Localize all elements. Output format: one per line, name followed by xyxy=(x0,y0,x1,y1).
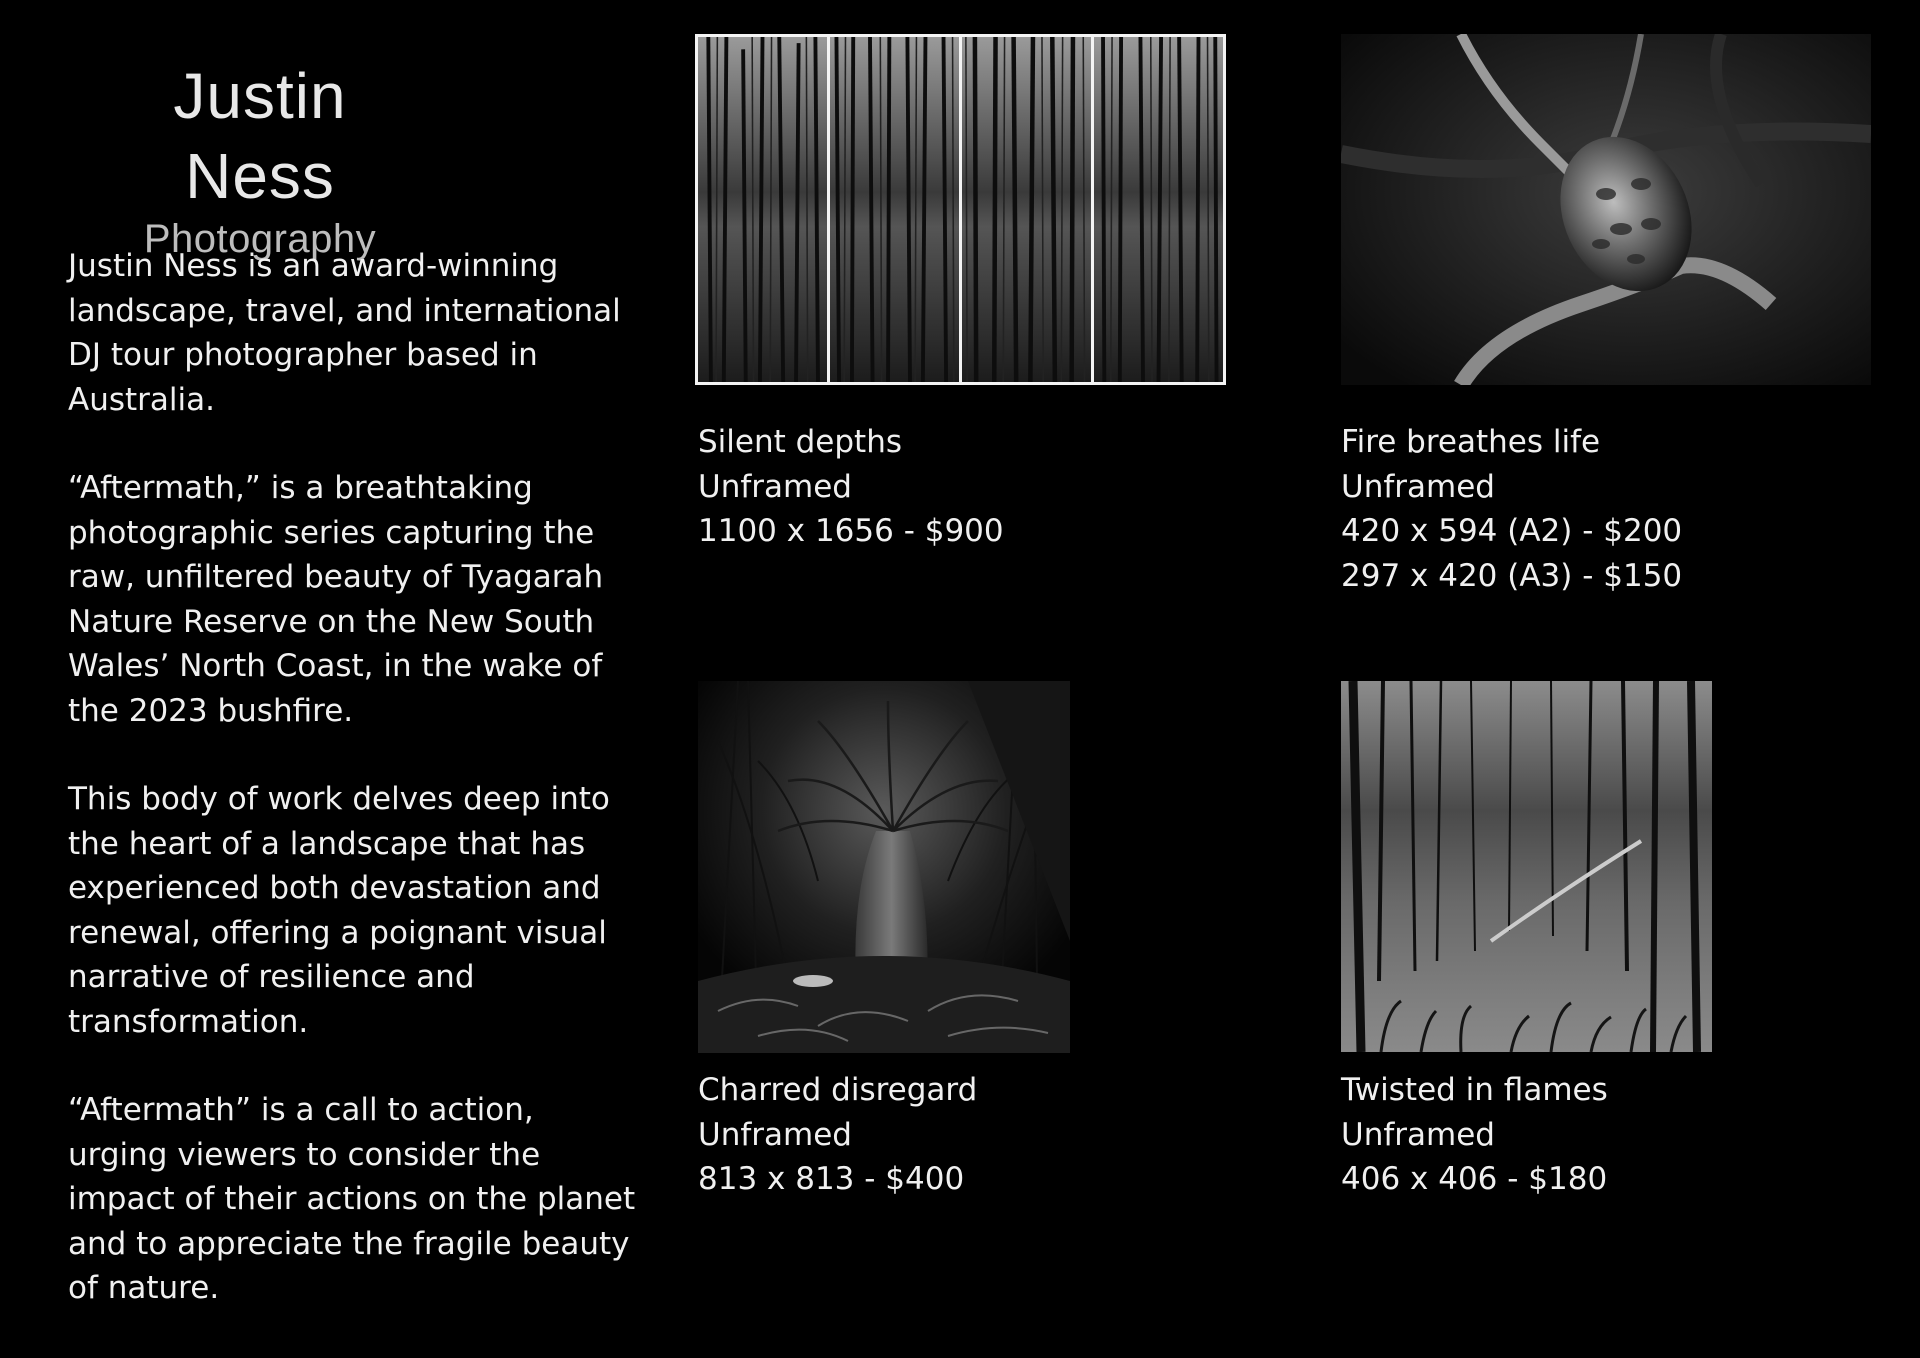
brand-subtitle: Photography xyxy=(143,217,377,261)
fire-breathes-life-photo xyxy=(1341,34,1871,385)
artwork-title: Charred disregard xyxy=(698,1072,978,1108)
triptych-panel xyxy=(698,37,830,382)
twisted-in-flames-caption xyxy=(1341,1068,1608,1202)
artwork-title: Twisted in flames xyxy=(1341,1072,1608,1108)
silent-depths-photo xyxy=(695,34,1226,385)
triptych-panel xyxy=(830,37,962,382)
artist-statement xyxy=(68,244,648,1355)
artwork-price: 1100 x 1656 - $900 xyxy=(698,513,1004,549)
bio-paragraph: This body of work delves deep into the heart of a landscape that has experienced both devastation and renewal, offering a poignant visual narrative of resilience and transformation. xyxy=(68,781,610,1040)
charred-disregard-photo xyxy=(698,681,1070,1053)
artwork-framing: Unframed xyxy=(698,468,852,505)
artwork-title: Fire breathes life xyxy=(1341,424,1601,460)
artwork-framing: Unframed xyxy=(1341,468,1495,505)
bio-paragraph: “Aftermath,” is a breathtaking photographic series capturing the raw, unfiltered beauty of Tyagarah Nature Reserve on the New South Wales’ North Coast, in the wake of the 2023 bushfire. xyxy=(68,470,604,729)
bio-paragraph: Justin Ness is an award-winning landscape, travel, and international DJ tour photographer based in Australia. xyxy=(68,248,621,418)
artwork-price: 813 x 813 - $400 xyxy=(698,1161,965,1197)
artwork-framing: Unframed xyxy=(698,1116,852,1153)
artwork-price: 420 x 594 (A2) - $200 xyxy=(1341,513,1683,549)
fire-breathes-life-caption xyxy=(1341,420,1682,598)
artwork-title: Silent depths xyxy=(698,424,903,460)
artwork-framing: Unframed xyxy=(1341,1116,1495,1153)
brand-name: Justin Ness xyxy=(173,60,347,212)
twisted-in-flames-photo xyxy=(1341,681,1712,1052)
brand-logo xyxy=(100,56,420,262)
artwork-price: 406 x 406 - $180 xyxy=(1341,1161,1608,1197)
artwork-price: 297 x 420 (A3) - $150 xyxy=(1341,557,1683,594)
triptych-panel xyxy=(962,37,1094,382)
charred-disregard-caption xyxy=(698,1068,977,1202)
silent-depths-caption xyxy=(698,420,1004,554)
triptych-panel xyxy=(1094,37,1223,382)
bio-paragraph: “Aftermath” is a call to action, urging viewers to consider the impact of their actions on the planet and to appreciate the fragile beauty of nature. xyxy=(68,1092,636,1306)
